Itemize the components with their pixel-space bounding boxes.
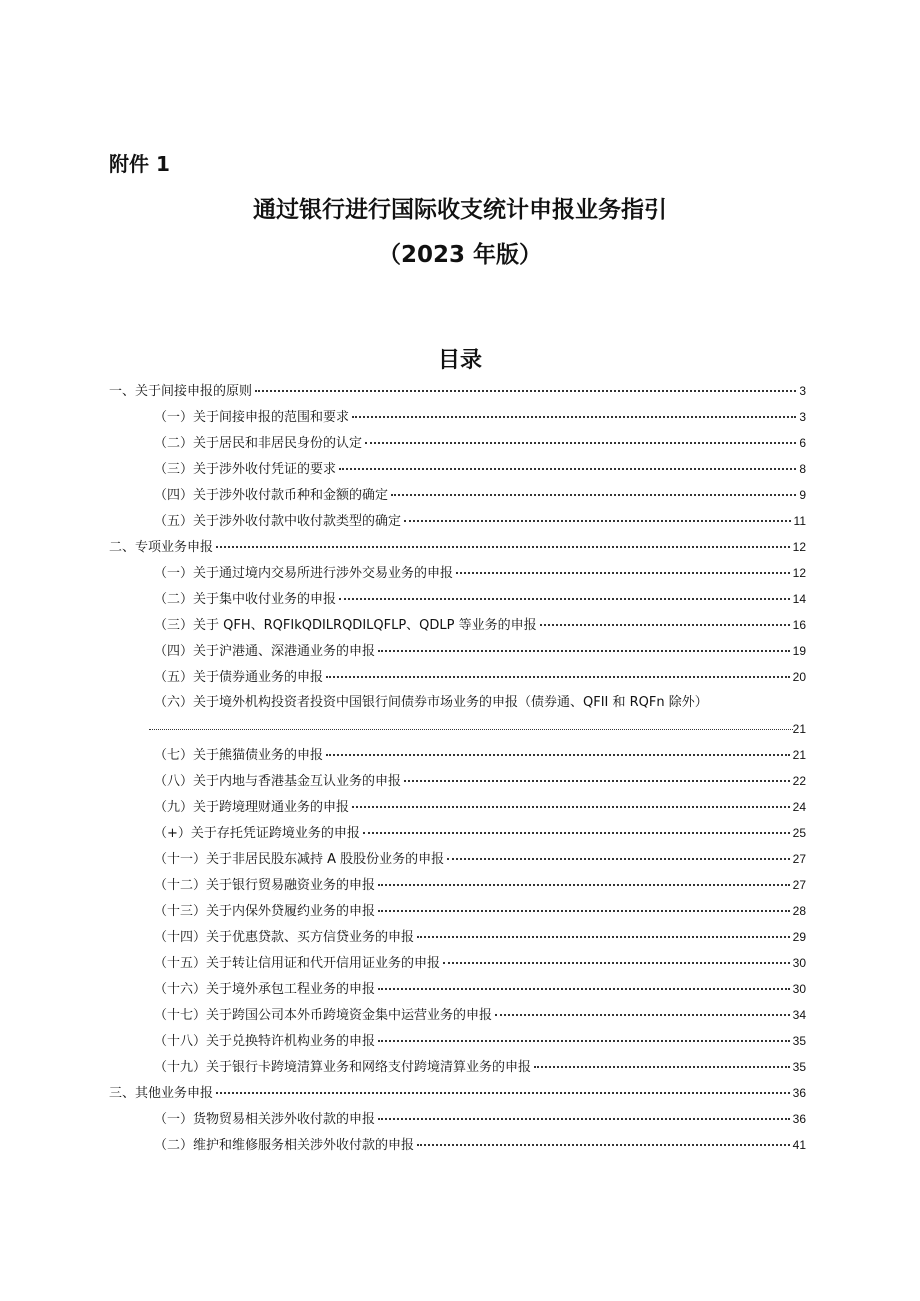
toc-entry-label: （二）关于集中收付业务的申报 — [154, 592, 337, 607]
toc-entry[interactable] — [154, 980, 806, 999]
toc-dot-leader — [495, 1014, 790, 1016]
toc-entry-page: 19 — [792, 644, 806, 658]
toc-entry-label: （二）关于居民和非居民身份的认定 — [154, 436, 363, 451]
toc-dot-leader — [378, 650, 790, 652]
toc-dot-leader — [352, 416, 796, 418]
toc-entry-label: （三）关于涉外收付凭证的要求 — [154, 462, 337, 477]
toc-dot-leader — [378, 988, 790, 990]
toc-entry-label: （十二）关于银行贸易融资业务的申报 — [154, 878, 376, 893]
toc-dot-leader — [456, 572, 790, 574]
toc-entry[interactable] — [154, 902, 806, 921]
toc-dot-leader — [378, 1040, 790, 1042]
toc-dot-leader — [540, 624, 790, 626]
toc-entry-page: 27 — [792, 878, 806, 892]
toc-entry-label: （三）关于 QFH、RQFIkQDILRQDILQFLP、QDLP 等业务的申报 — [154, 618, 537, 633]
toc-entry[interactable] — [154, 798, 806, 817]
toc-entry-label: （四）关于沪港通、深港通业务的申报 — [154, 644, 376, 659]
toc-entry-label: （十九）关于银行卡跨境清算业务和网络支付跨境清算业务的申报 — [154, 1060, 532, 1075]
toc-heading: 目录 — [437, 348, 482, 373]
toc-entry[interactable] — [154, 486, 806, 505]
toc-entry-label: （六）关于境外机构投资者投资中国银行间债券市场业务的申报（债券通、QFII 和 RQFn 除外） — [154, 695, 708, 710]
toc-entry-page: 24 — [792, 800, 806, 814]
toc-entry[interactable] — [154, 694, 806, 712]
toc-entry[interactable] — [154, 1032, 806, 1051]
toc-entry[interactable] — [154, 616, 806, 635]
toc-entry[interactable] — [154, 434, 806, 453]
toc-dot-leader — [216, 546, 790, 548]
toc-entry-page: 34 — [792, 1008, 806, 1022]
toc-entry-page: 36 — [792, 1112, 806, 1126]
toc-entry-page: 28 — [792, 904, 806, 918]
toc-entry-page: 41 — [792, 1138, 806, 1152]
toc-entry-label: （十五）关于转让信用证和代开信用证业务的申报 — [154, 956, 441, 971]
toc-entry-page: 30 — [792, 956, 806, 970]
toc-entry[interactable] — [109, 538, 806, 557]
toc-entry[interactable] — [154, 850, 806, 869]
toc-entry-page: 11 — [793, 514, 806, 528]
toc-entry[interactable] — [154, 954, 806, 973]
toc-entry-label: （十八）关于兑换特许机构业务的申报 — [154, 1034, 376, 1049]
toc-entry-page: 25 — [792, 826, 806, 840]
toc-entry[interactable] — [154, 590, 806, 609]
toc-dot-leader — [404, 780, 790, 782]
toc-entry[interactable] — [109, 382, 806, 401]
toc-dot-leader — [365, 442, 796, 444]
toc-entry[interactable] — [154, 928, 806, 947]
toc-dot-leader — [417, 1144, 790, 1146]
toc-entry[interactable] — [154, 668, 806, 687]
toc-dot-leader — [417, 936, 790, 938]
toc-dot-leader — [404, 520, 791, 522]
toc-entry-label: 三、其他业务申报 — [109, 1086, 214, 1101]
document-edition: （2023 年版） — [377, 242, 543, 268]
toc-entry[interactable] — [154, 1058, 806, 1077]
toc-dot-leader — [378, 1118, 790, 1120]
toc-dot-leader — [534, 1066, 790, 1068]
toc-entry-label: （十三）关于内保外贷履约业务的申报 — [154, 904, 376, 919]
toc-entry-page: 30 — [792, 982, 806, 996]
toc-entry-page: 6 — [799, 436, 806, 450]
toc-entry-label: （二）维护和维修服务相关涉外收付款的申报 — [154, 1138, 415, 1153]
toc-entry-page: 8 — [799, 462, 806, 476]
toc-dot-leader — [363, 832, 790, 834]
toc-entry-label: （十一）关于非居民股东减持 A 股股份业务的申报 — [154, 852, 445, 867]
toc-entry[interactable] — [154, 824, 806, 843]
toc-entry-label: （十四）关于优惠贷款、买方信贷业务的申报 — [154, 930, 415, 945]
toc-entry-page: 35 — [792, 1034, 806, 1048]
toc-entry-label: 二、专项业务申报 — [109, 540, 214, 555]
toc-entry[interactable] — [154, 876, 806, 895]
toc-entry-label: （五）关于债券通业务的申报 — [154, 670, 324, 685]
toc-entry-label: （一）关于间接申报的范围和要求 — [154, 410, 350, 425]
toc-entry-label: （八）关于内地与香港基金互认业务的申报 — [154, 774, 402, 789]
toc-entry-page: 21 — [792, 748, 806, 762]
toc-entry-page: 14 — [792, 592, 806, 606]
toc-entry[interactable] — [154, 772, 806, 791]
toc-dot-leader — [149, 729, 793, 730]
toc-entry-label: （四）关于涉外收付款币种和金额的确定 — [154, 488, 389, 503]
toc-entry[interactable] — [149, 720, 806, 738]
toc-entry-label: （七）关于熊猫债业务的申报 — [154, 748, 324, 763]
toc-entry[interactable] — [154, 512, 806, 531]
toc-entry-label: 一、关于间接申报的原则 — [109, 384, 253, 399]
toc-entry-label: （十七）关于跨国公司本外币跨境资金集中运营业务的申报 — [154, 1008, 493, 1023]
toc-entry[interactable] — [154, 1136, 806, 1155]
toc-entry-page: 12 — [792, 566, 806, 580]
toc-entry-label: （九）关于跨境理财通业务的申报 — [154, 800, 350, 815]
attachment-label: 附件 1 — [109, 152, 170, 176]
toc-dot-leader — [352, 806, 790, 808]
toc-entry-page: 20 — [792, 670, 806, 684]
toc-entry-page: 27 — [792, 852, 806, 866]
toc-entry-page: 22 — [792, 774, 806, 788]
toc-dot-leader — [326, 754, 790, 756]
toc-dot-leader — [378, 910, 790, 912]
toc-entry-page: 35 — [792, 1060, 806, 1074]
toc-entry-page: 29 — [792, 930, 806, 944]
toc-entry[interactable] — [154, 746, 806, 765]
toc-entry-label: （一）关于通过境内交易所进行涉外交易业务的申报 — [154, 566, 454, 581]
toc-entry-page: 21 — [792, 722, 806, 736]
toc-entry-page: 3 — [799, 384, 806, 398]
toc-dot-leader — [216, 1092, 790, 1094]
toc-entry[interactable] — [154, 460, 806, 479]
toc-entry-page: 16 — [792, 618, 806, 632]
toc-dot-leader — [339, 468, 796, 470]
toc-dot-leader — [447, 858, 789, 860]
toc-dot-leader — [391, 494, 796, 496]
document-title: 通过银行进行国际收支统计申报业务指引 — [253, 197, 667, 223]
toc-entry[interactable] — [154, 408, 806, 427]
toc-entry-page: 36 — [792, 1086, 806, 1100]
toc-entry[interactable] — [154, 1006, 806, 1025]
toc-entry-label: （十六）关于境外承包工程业务的申报 — [154, 982, 376, 997]
toc-entry[interactable] — [154, 642, 806, 661]
toc-dot-leader — [255, 390, 796, 392]
toc-dot-leader — [326, 676, 790, 678]
toc-entry[interactable] — [154, 564, 806, 583]
toc-dot-leader — [443, 962, 790, 964]
toc-entry-label: （五）关于涉外收付款中收付款类型的确定 — [154, 514, 402, 529]
toc-entry-label: （+）关于存托凭证跨境业务的申报 — [154, 826, 360, 841]
toc-entry-page: 3 — [799, 410, 806, 424]
toc-entry-page: 12 — [792, 540, 806, 554]
toc-entry-label: （一）货物贸易相关涉外收付款的申报 — [154, 1112, 376, 1127]
toc-dot-leader — [339, 598, 790, 600]
toc-entry[interactable] — [109, 1084, 806, 1103]
toc-dot-leader — [378, 884, 790, 886]
toc-entry[interactable] — [154, 1110, 806, 1129]
toc-entry-page: 9 — [799, 488, 806, 502]
